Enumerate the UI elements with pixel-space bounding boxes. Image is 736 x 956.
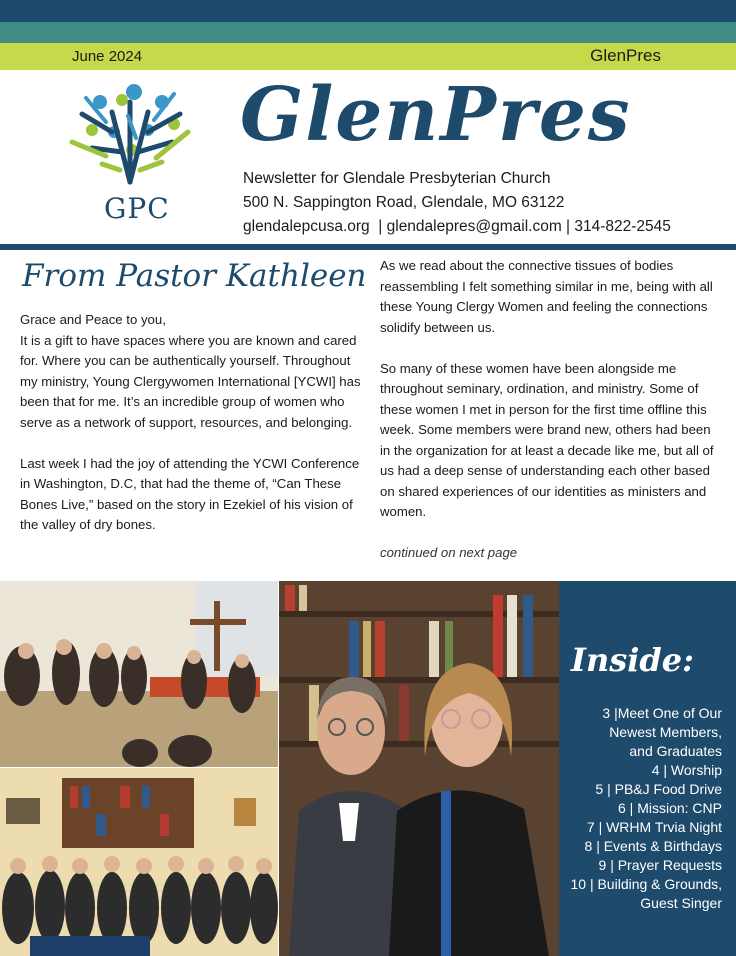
inside-title: Inside: [571, 641, 694, 679]
top-band-navy [0, 0, 736, 22]
photo-two-clergywomen [279, 581, 559, 956]
article-heading: From Pastor Kathleen [22, 258, 367, 294]
continued-note: continued on next page [380, 545, 518, 560]
contents-item: 8 | Events & Birthdays [584, 838, 722, 854]
header-rule [0, 244, 736, 250]
article-paragraph: Last week I had the joy of attending the YCWI Conference in Washington, D.C, that had the theme of, “Can These Bones Live,” based on the story in Ezekiel of his vision of the valley of dry bones. [20, 455, 360, 532]
article-paragraph: Grace and Peace to you, It is a gift to have spaces where you are known and cared for. Where you can be authentically yourself. Throughout my ministry, Young Clergywomen International [YCWI] has been that for me. It’s an incredible group of women who serve as a network of support, resources, and belonging. [20, 312, 361, 430]
contents-item: 6 | Mission: CNP [618, 800, 722, 816]
contents-item: and Graduates [629, 743, 722, 759]
contents-item: 4 | Worship [651, 762, 722, 778]
photo-group-library [0, 768, 278, 956]
logo-text: GPC [104, 192, 170, 225]
contents-item: 10 | Building & Grounds, [570, 876, 722, 892]
contents-item: 7 | WRHM Trvia Night [586, 819, 722, 835]
contents-item: Guest Singer [640, 895, 722, 911]
inside-contents-list [552, 704, 722, 913]
article-paragraph: As we read about the connective tissues of bodies reassembling I felt something similar in me, being with all these Young Clergy Women and feeling the connections solidify between us. [380, 258, 713, 335]
article-paragraph: So many of these women have been alongside me throughout seminary, ordination, and ministry. Some of these women I met in person for the first time offline this week. Some members were brand new, others had been in the organization for at least a decade like me, but all of us had a deep sense of understanding each other based on shared experiences of our identities as ministers and women. [380, 360, 714, 519]
inside-panel [559, 581, 736, 956]
contents-item: 5 | PB&J Food Drive [595, 781, 722, 797]
issue-date: June 2024 [72, 48, 143, 65]
church-address: 500 N. Sappington Road, Glendale, MO 63122 [243, 194, 565, 211]
article-left-column [20, 310, 362, 556]
newsletter-subtitle: Newsletter for Glendale Presbyterian Church [243, 170, 551, 187]
contents-item: 9 | Prayer Requests [598, 857, 722, 873]
church-contact: glendalepcusa.org | glendalepres@gmail.com | 314-822-2545 [243, 218, 671, 235]
article-right-column [380, 256, 720, 584]
top-band-teal [0, 22, 736, 43]
masthead-title: GlenPres [240, 72, 632, 158]
contents-item: Newest Members, [609, 724, 722, 740]
top-title: GlenPres [590, 46, 661, 65]
photo-church-gathering [0, 581, 278, 767]
contents-item: 3 |Meet One of Our [602, 705, 722, 721]
